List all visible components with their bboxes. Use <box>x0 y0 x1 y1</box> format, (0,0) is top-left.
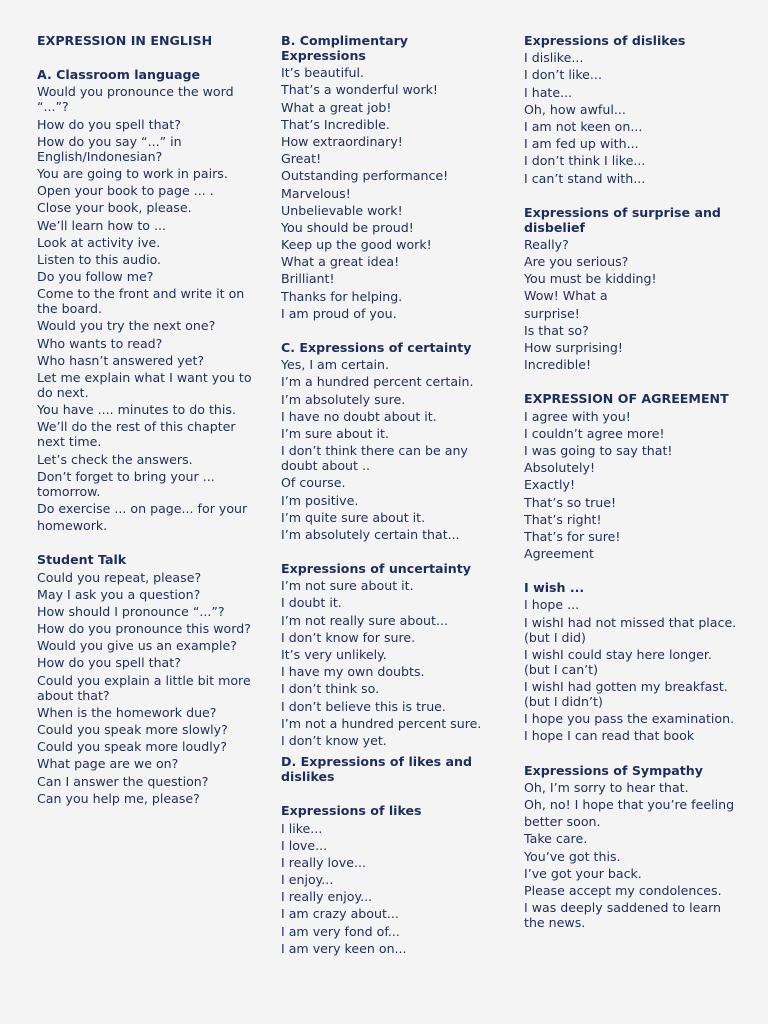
expression-line: Oh, how awful... <box>524 101 626 117</box>
section-gap <box>524 374 739 391</box>
expression-line: It’s beautiful. <box>281 65 365 81</box>
expression-line: Let’s check the answers. <box>37 451 193 467</box>
section-heading: Expressions of dislikes <box>524 33 686 48</box>
expression-line: Are you serious? <box>524 254 629 270</box>
expression-line: Is that so? <box>524 322 589 338</box>
expression-line: It’s very unlikely. <box>281 647 387 662</box>
expression-line: I don’t think there can be any doubt about .. <box>281 443 468 474</box>
expression-line: Do exercise ... on page... for your <box>37 500 248 516</box>
expression-line: Exactly! <box>524 477 575 493</box>
expression-line: I don’t think so. <box>281 681 380 697</box>
expression-line: Listen to this audio. <box>37 251 162 267</box>
expression-line: Marvelous! <box>281 185 351 201</box>
column-3 <box>524 33 739 932</box>
expression-line: I hope ... <box>524 597 580 613</box>
expression-line: You are going to work in pairs. <box>37 165 228 181</box>
section-heading: EXPRESSION OF AGREEMENT <box>524 391 729 407</box>
expression-line: I’m sure about it. <box>281 425 389 441</box>
expression-line: Unbelievable work! <box>281 202 403 218</box>
expression-line: Can you help me, please? <box>37 790 200 806</box>
expression-line: Please accept my condolences. <box>524 882 722 898</box>
section-heading: D. Expressions of likes and dislikes <box>281 754 473 785</box>
expression-line: I’ve got your back. <box>524 865 642 881</box>
expression-line: Keep up the good work! <box>281 237 432 253</box>
expression-line: I have no doubt about it. <box>281 408 437 424</box>
expression-line: I am fed up with... <box>524 136 639 152</box>
section-heading: Student Talk <box>37 552 127 568</box>
expression-line: I hate... <box>524 84 573 100</box>
expression-line: I doubt it. <box>281 595 342 611</box>
section-heading: EXPRESSION IN ENGLISH <box>37 33 213 48</box>
expression-line: You must be kidding! <box>524 271 657 287</box>
expression-line: Really? <box>524 236 569 252</box>
expression-line: Could you speak more slowly? <box>37 722 228 737</box>
expression-line: I’m not really sure about... <box>281 612 448 628</box>
expression-line: Could you speak more loudly? <box>37 739 227 755</box>
expression-line: That’s right! <box>524 511 602 527</box>
expression-line: I am very keen on... <box>281 940 407 956</box>
expression-line: That’s Incredible. <box>281 116 390 132</box>
expression-line: When is the homework due? <box>37 704 217 720</box>
expression-line: I love... <box>281 837 328 853</box>
section-gap <box>524 746 739 763</box>
column-1 <box>37 33 252 808</box>
section-heading: Expressions of surprise and disbelief <box>524 204 721 235</box>
expression-line: That’s so true! <box>524 494 617 510</box>
expression-line: Look at activity ive. <box>37 234 161 250</box>
expression-line: I am crazy about... <box>281 906 399 922</box>
section-gap <box>281 323 496 340</box>
expression-line: I wishI had not missed that place. (but I did) <box>524 614 737 645</box>
expression-line: Don’t forget to bring your ... tomorrow. <box>37 468 215 499</box>
expression-line: I can’t stand with... <box>524 170 646 186</box>
expression-line: I hope I can read that book <box>524 728 695 744</box>
expression-line: May I ask you a question? <box>37 586 201 602</box>
section-heading: B. Complimentary Expressions <box>281 33 409 63</box>
expression-line: Absolutely! <box>524 460 596 476</box>
expression-line: I’m absolutely certain that... <box>281 526 460 542</box>
section-heading: A. Classroom language <box>37 67 201 83</box>
expression-line: Could you explain a little bit more about that? <box>37 672 251 703</box>
expression-line: We’ll learn how to ... <box>37 217 167 233</box>
expression-line: Would you try the next one? <box>37 318 216 334</box>
expression-line: Wow! What a <box>524 288 608 304</box>
expression-line: surprise! <box>524 305 580 321</box>
expression-line: How do you pronounce this word? <box>37 621 251 637</box>
expression-line: Who hasn’t answered yet? <box>37 352 205 368</box>
expression-line: What page are we on? <box>37 756 179 772</box>
expression-line: Could you repeat, please? <box>37 569 202 585</box>
expression-line: Take care. <box>524 831 588 847</box>
section-gap <box>281 544 496 561</box>
expression-line: You have .... minutes to do this. <box>37 402 236 418</box>
expression-line: Do you follow me? <box>37 269 154 285</box>
expression-line: Let me explain what I want you to do next. <box>37 370 252 400</box>
expression-line: I’m quite sure about it. <box>281 509 426 525</box>
section-heading: Expressions of uncertainty <box>281 561 471 577</box>
expression-line: I dislike... <box>524 50 584 66</box>
expression-line: We’ll do the rest of this chapter next time. <box>37 419 236 450</box>
section-heading: C. Expressions of certainty <box>281 340 472 355</box>
expression-line: You should be proud! <box>281 219 414 235</box>
expression-line: That’s a wonderful work! <box>281 82 438 98</box>
expression-line: homework. <box>37 518 108 534</box>
expression-line: Thanks for helping. <box>281 288 403 304</box>
section-gap <box>524 563 739 580</box>
expression-line: I’m not a hundred percent sure. <box>281 715 482 731</box>
expression-line: I don’t know yet. <box>281 732 387 748</box>
expression-line: I was deeply saddened to learn the news. <box>524 900 722 931</box>
section-gap <box>37 50 252 67</box>
expression-line: Outstanding performance! <box>281 168 449 184</box>
section-gap <box>281 786 496 803</box>
expression-line: Yes, I am certain. <box>281 357 390 373</box>
expression-line: Close your book, please. <box>37 200 192 216</box>
expression-line: I was going to say that! <box>524 442 673 458</box>
expression-line: better soon. <box>524 814 601 830</box>
expression-line: Of course. <box>281 475 346 491</box>
expression-line: Can I answer the question? <box>37 773 209 789</box>
expression-line: I have my own doubts. <box>281 664 425 680</box>
expression-line: I’m absolutely sure. <box>281 391 406 407</box>
expression-line: Would you give us an example? <box>37 638 237 654</box>
expression-line: I couldn’t agree more! <box>524 425 665 441</box>
expression-line: How do you spell that? <box>37 116 181 132</box>
expression-line: I am proud of you. <box>281 305 397 321</box>
expression-line: I don’t believe this is true. <box>281 698 446 714</box>
expression-line: I am not keen on... <box>524 118 643 134</box>
section-gap <box>524 188 739 205</box>
column-2 <box>281 33 496 958</box>
expression-line: I don’t think I like... <box>524 153 646 169</box>
expression-line: Who wants to read? <box>37 335 163 351</box>
expression-line: How do you say “...” in English/Indonesian? <box>37 133 182 164</box>
expression-line: I don’t like... <box>524 67 602 83</box>
section-heading: Expressions of Sympathy <box>524 762 703 778</box>
expression-line: I like... <box>281 820 323 836</box>
expression-line: You’ve got this. <box>524 848 621 864</box>
expression-line: Oh, I’m sorry to hear that. <box>524 779 689 795</box>
expression-line: What a great idea! <box>281 254 400 270</box>
expression-line: How extraordinary! <box>281 133 403 149</box>
expression-line: I really love... <box>281 854 366 870</box>
expression-line: I really enjoy... <box>281 889 373 905</box>
expression-line: Come to the front and write it on the board. <box>37 286 245 317</box>
expression-line: Great! <box>281 151 322 167</box>
expression-line: How surprising! <box>524 340 623 355</box>
expression-line: How should I pronounce “...”? <box>37 603 225 619</box>
expression-line: I wishI could stay here longer. (but I can’t) <box>524 646 712 677</box>
expression-line: I wishI had gotten my breakfast. (but I didn’t) <box>524 679 728 709</box>
expression-line: I’m a hundred percent certain. <box>281 374 474 390</box>
section-gap <box>37 535 252 552</box>
expression-line: I hope you pass the examination. <box>524 711 735 727</box>
expression-line: Agreement <box>524 546 594 562</box>
expression-line: I’m not sure about it. <box>281 578 414 594</box>
expression-line: Oh, no! I hope that you’re feeling <box>524 796 735 812</box>
section-heading: I wish ... <box>524 580 585 596</box>
expression-line: I’m positive. <box>281 492 359 508</box>
expression-line: I am very fond of... <box>281 923 400 939</box>
expression-line: I don’t know for sure. <box>281 629 416 645</box>
section-heading: Expressions of likes <box>281 803 422 819</box>
expression-line: I agree with you! <box>524 408 631 424</box>
expression-line: Would you pronounce the word “...”? <box>37 84 234 115</box>
expression-line: Open your book to page ... . <box>37 183 214 199</box>
expression-line: Brilliant! <box>281 271 335 287</box>
expression-line: I enjoy... <box>281 872 334 888</box>
expression-line: Incredible! <box>524 357 592 373</box>
expression-line: What a great job! <box>281 99 392 115</box>
expression-line: That’s for sure! <box>524 528 621 544</box>
expression-line: How do you spell that? <box>37 655 181 671</box>
